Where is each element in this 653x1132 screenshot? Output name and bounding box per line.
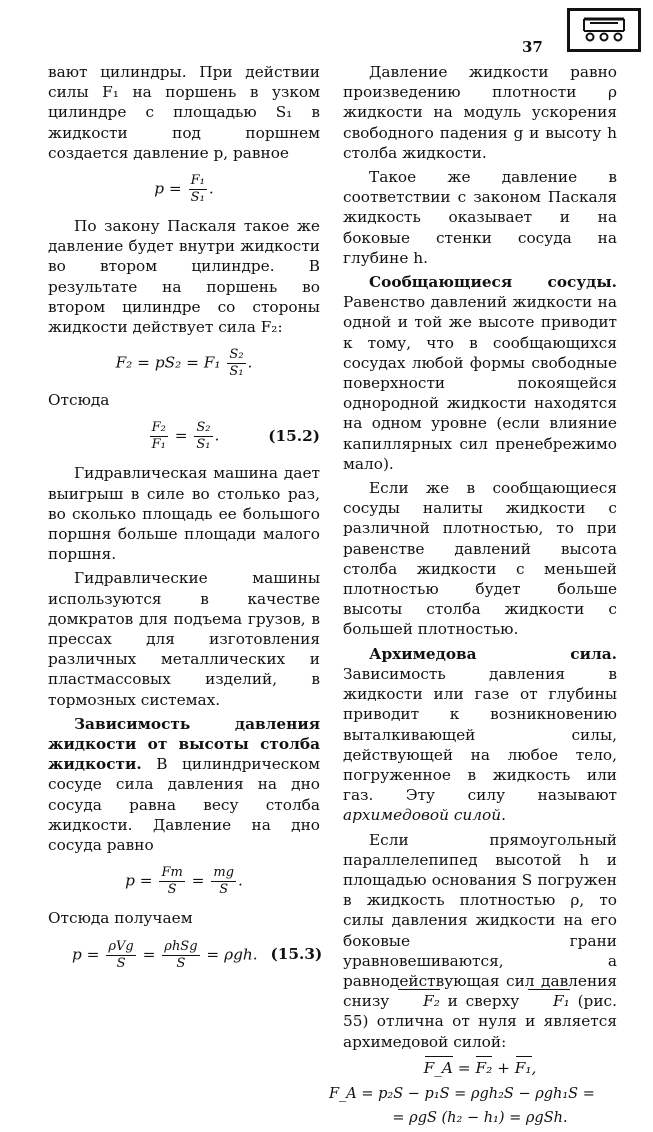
page-number: 37 [522,38,543,56]
paragraph: Отсюда [48,391,110,410]
left-column [48,62,323,982]
paragraph: Такое же давление в соответствии с законом Паскаля жидкость оказывает и на боковые стенки сосуда на глубине h. [343,168,617,267]
paragraph: Давление жидкости равно произведению плотности ρ жидкости на модуль ускорения свободного падения g и высоту h столба жидкости. [343,63,617,162]
formula-archimedes-line2: = ρgS (h₂ − h₁) = ρgSh. [392,1110,568,1127]
formula-pressure: p = $\frac{\text{F₁}}{\text{S₁}}$ . [154,173,214,206]
formula-archimedes-line1: F_A = p₂S − p₁S = ρgh₂S − ρgh₁S = [329,1085,595,1102]
vector-f2: F₂ [397,991,440,1011]
paragraph: Если прямоугольный параллелепипед высотой h и площадью основания S погружен в жидкость плотностью ρ, то силы давления жидкости на его боковые грани уравновешиваются, а равнодействующая сил давления снизу F₂ и сверху F₁ (рис. 55) отлична от нуля и является архимедовой силой: [343,830,617,1051]
equation-number: (15.2) [268,426,320,445]
formula-15-2: $\frac{\text{F₂}}{\text{F₁}}$ = $\frac{\text{S₂}}{\text{S₁}}$ . (15.2) [151,420,320,453]
paragraph: Гидравлическая машина дает выигрыш в силе во столько раз, во сколько площадь ее большого поршня больше площади малого поршня. [48,464,320,564]
formula-force-f2: F₂ = pS₂ = F₁ $\frac{\text{S₂}}{\text{S₁}}$ . [115,347,253,380]
paragraph: Если же в сообщающиеся сосуды налиты жидкости с различной плотностью, то при равенстве давлений высота столба жидкости с меньшей плотностью будет больше высоты столба жидкости с большей плотностью. [343,479,617,639]
section-paragraph: Сообщающиеся сосуды. Равенство давлений жидкости на одной и той же высоте приводит к тому, что в сообщающихся сосудах любой формы свободные поверхности покоящейся однородной жидкости находятся на одном уровне (если влияние капиллярных сил пренебрежимо мало). [343,273,617,473]
equation-number: (15.3) [270,945,323,963]
paragraph: Гидравлические машины используются в качестве домкратов для подъема грузов, в прессах для изготовления различных металлических и пластмассовых изделий, в тормозных системах. [48,569,320,709]
section-paragraph: Архимедова сила. Зависимость давления в жидкости или газе от глубины приводит к возникновению выталкивающей силы, действующей на любое тело, погруженное в жидкость или газ. Эту силу называют архимедовой силой. [343,644,617,825]
section-heading: Зависимость давления жидкости от высоты столба жидкости. [48,714,320,774]
section-heading: Сообщающиеся сосуды. [369,273,617,292]
formula-archimedes-vector: F_A = F₂ + F₁, [423,1058,537,1077]
vector-f1: F₁ [527,991,570,1011]
formula-bottom-pressure: p = $\frac{Fт}{S}$ = $\frac{mg}{S}$ . [125,865,243,898]
pascal-device-icon [567,8,641,52]
term-archimedes-force: архимедовой силой [343,806,502,825]
formula-15-3: p = $\frac{\text{ρVg}}{S}$ = $\frac{\text{ρhSg}}{S}$ = ρgh. (15.3) [72,938,323,971]
paragraph: Отсюда получаем [48,909,193,928]
paragraph: вают цилиндры. При действии силы F₁ на поршень в узком цилиндре с площадью S₁ в жидкости под поршнем создается давление p, равное [48,63,320,162]
section-paragraph: Зависимость давления жидкости от высоты столба жидкости. В цилиндрическом сосуде сила давления на дно сосуда равна весу столба жидкости. Давление на дно сосуда равно [48,714,320,855]
right-column [329,62,617,1132]
paragraph: По закону Паскаля такое же давление будет внутри жидкости во втором цилиндре. В результате на поршень во втором цилиндре со стороны жидкости действует сила F₂: [48,217,320,337]
section-heading: Архимедова сила. [369,644,617,663]
